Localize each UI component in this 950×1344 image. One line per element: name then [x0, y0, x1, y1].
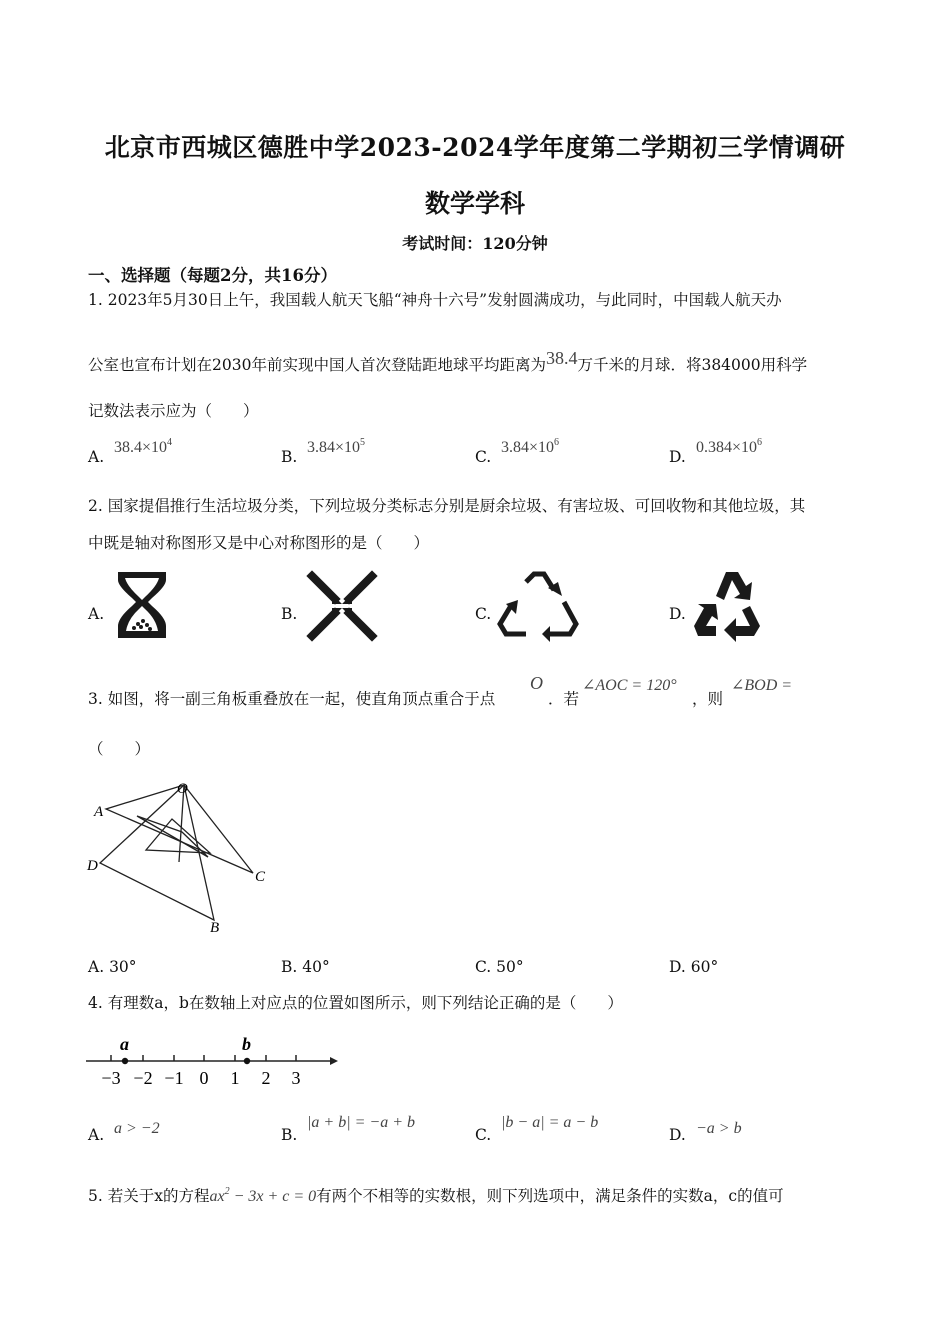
q4-number-line	[84, 1030, 344, 1090]
q5-equation: $ax^2 - 3x + c = 0$	[209, 1186, 317, 1205]
tick-label: −1	[164, 1068, 184, 1088]
q2-line1: 2. 国家提倡推行生活垃圾分类，下列垃圾分类标志分别是厨余垃圾、有害垃圾、可回收物和其他垃圾，其	[88, 497, 806, 515]
q5-stem	[88, 1186, 784, 1206]
q3-condition: ∠AOC = 120°	[582, 677, 677, 694]
q5-text-a: 5. 若关于x的方程	[88, 1187, 210, 1205]
page-title: 北京市西城区德胜中学2023-2024学年度第二学期初三学情调研	[104, 133, 846, 162]
q4-option-d-expr: −a > b	[696, 1120, 742, 1137]
section-heading: 一、选择题（每题2分，共16分）	[88, 266, 337, 285]
q1-option-d-value: $0.384\times 10^6$	[696, 437, 763, 456]
q3-paren: （ ）	[88, 740, 151, 758]
q1-line2b: 万千米的月球．将384000用科学	[577, 356, 808, 374]
q3-point-o: O	[530, 673, 543, 693]
q1-line1: 1. 2023年5月30日上午，我国载人航天飞船“神舟十六号”发射圆满成功，与此同时，中国载人航天办	[88, 291, 782, 309]
q3-option-c[interactable]: C. 50°	[475, 958, 524, 976]
q3-label-c: C	[255, 869, 266, 885]
q1-option-b[interactable]: B.	[281, 448, 298, 466]
tick-label: −2	[133, 1068, 153, 1088]
exam-time: 考试时间：120分钟	[402, 234, 548, 253]
q4-label-a: a	[120, 1034, 129, 1054]
q1-option-a-value: $38.4\times 10^4$	[114, 437, 173, 456]
q3-option-b[interactable]: B. 40°	[281, 958, 330, 976]
q1-distance: 38.4	[545, 348, 578, 368]
q4-option-b[interactable]: B.	[281, 1126, 298, 1144]
q2-option-d[interactable]: D.	[669, 605, 686, 623]
q3-text-c: ，则	[692, 690, 724, 708]
q3-text-a: 3. 如图，将一副三角板重叠放在一起，使直角顶点重合于点	[88, 690, 496, 708]
q3-stem	[88, 690, 495, 709]
q4-option-b-expr: |a + b| = −a + b	[307, 1114, 415, 1131]
tick-label: 0	[199, 1068, 209, 1088]
tick-label: 2	[261, 1068, 271, 1088]
other-waste-icon	[692, 568, 764, 642]
q3-label-b: B	[210, 920, 220, 936]
q1-option-d[interactable]: D.	[669, 448, 686, 466]
tick-label: −3	[101, 1068, 121, 1088]
q3-option-a[interactable]: A. 30°	[88, 958, 137, 976]
q4-option-c[interactable]: C.	[475, 1126, 492, 1144]
q1-line2a: 公室也宣布计划在2030年前实现中国人首次登陆距地球平均距离为	[88, 356, 546, 374]
q4-stem: 4. 有理数a，b在数轴上对应点的位置如图所示，则下列结论正确的是（ ）	[88, 994, 623, 1012]
q3-label-o: O	[177, 781, 188, 797]
q4-option-d[interactable]: D.	[669, 1126, 686, 1144]
q1-line2	[88, 348, 808, 376]
q3-ask: ∠BOD =	[731, 677, 793, 694]
q3-text-b: ．若	[548, 690, 580, 708]
q4-option-a-expr: a > −2	[114, 1120, 160, 1137]
page-subtitle: 数学学科	[424, 189, 525, 218]
q2-option-a[interactable]: A.	[88, 605, 105, 623]
hazardous-waste-icon	[306, 570, 378, 642]
kitchen-waste-icon	[112, 568, 172, 642]
q4-option-a[interactable]: A.	[88, 1126, 105, 1144]
q3-label-d: D	[87, 858, 98, 874]
q2-line2: 中既是轴对称图形又是中心对称图形的是（ ）	[88, 534, 430, 552]
recyclable-icon	[496, 570, 582, 642]
q1-line3: 记数法表示应为（ ）	[88, 402, 259, 420]
tick-label: 1	[230, 1068, 240, 1088]
q3-option-d[interactable]: D. 60°	[669, 958, 719, 976]
q4-option-c-expr: |b − a| = a − b	[501, 1114, 599, 1131]
q1-option-a[interactable]: A.	[88, 448, 105, 466]
q1-option-b-value: $3.84\times 10^5$	[307, 437, 366, 456]
tick-label: 3	[291, 1068, 301, 1088]
q4-label-b: b	[242, 1034, 251, 1054]
q1-option-c-value: $3.84\times 10^6$	[501, 437, 560, 456]
q3-triangles-figure	[84, 776, 274, 936]
q2-option-c[interactable]: C.	[475, 605, 492, 623]
q1-option-c[interactable]: C.	[475, 448, 492, 466]
q5-text-b: 有两个不相等的实数根，则下列选项中，满足条件的实数a，c的值可	[316, 1187, 784, 1205]
q2-option-b[interactable]: B.	[281, 605, 298, 623]
q3-label-a: A	[94, 804, 104, 820]
